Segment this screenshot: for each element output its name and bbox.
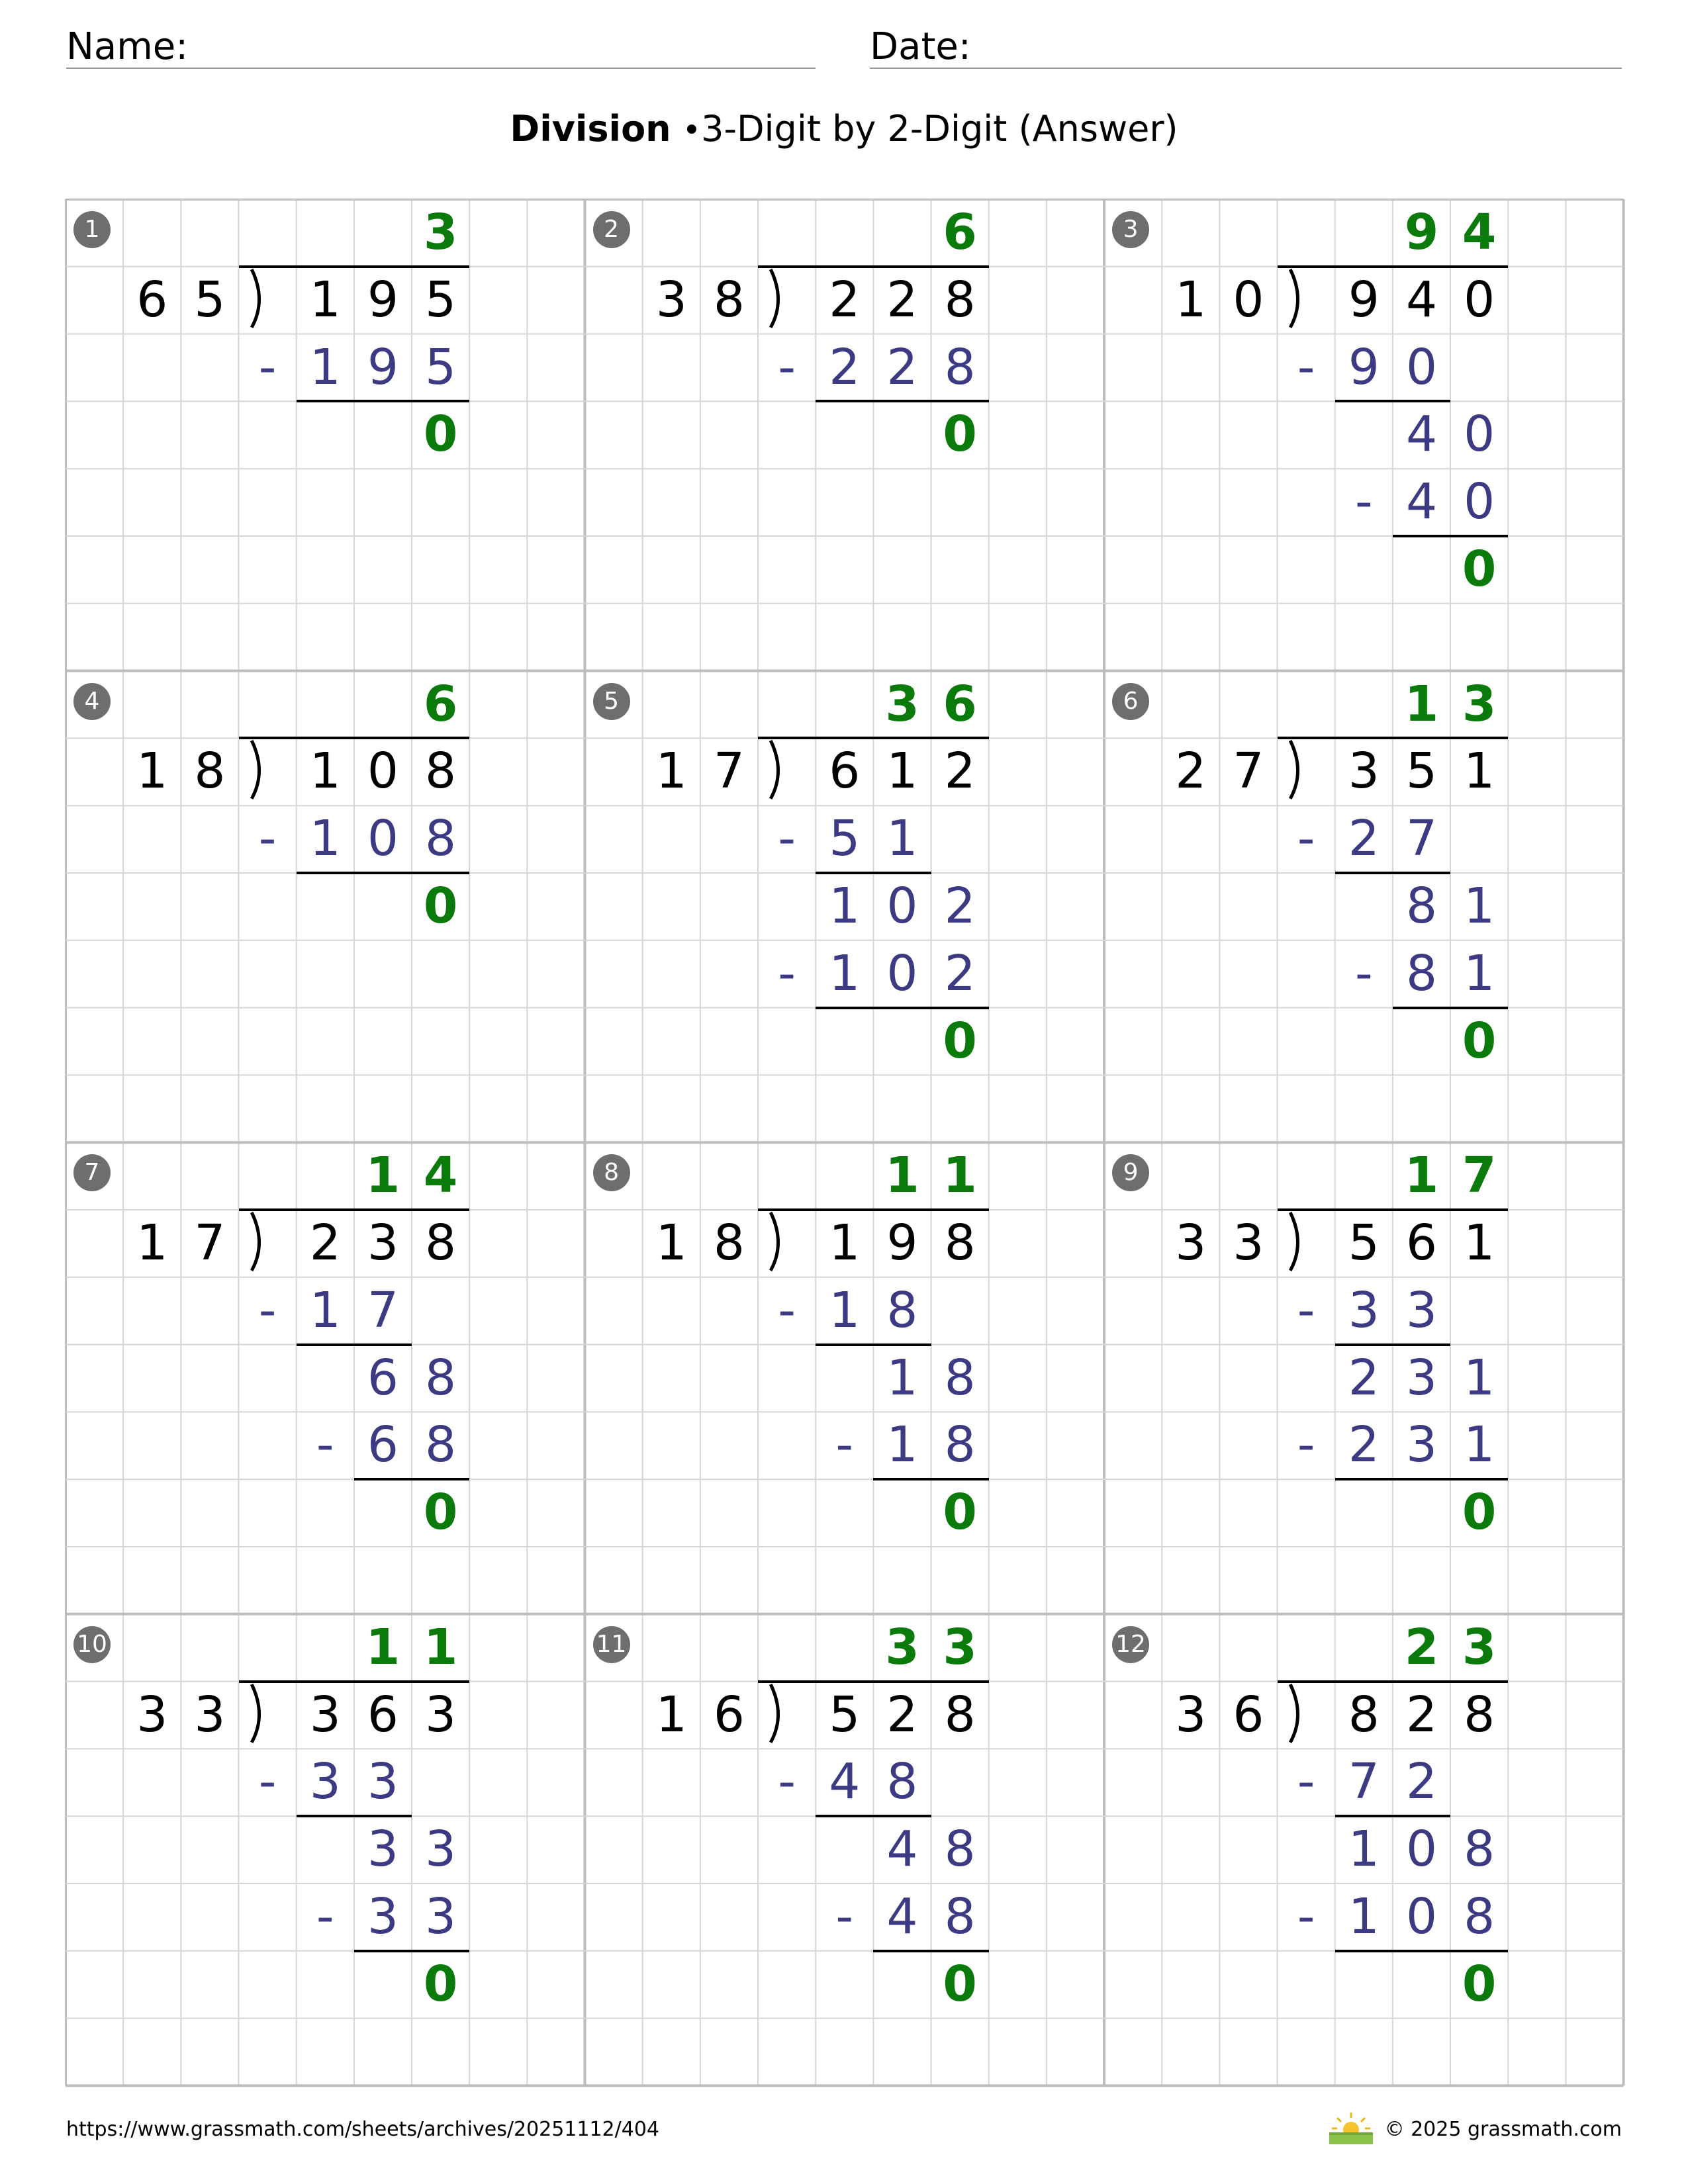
subtrahend-digit: 4: [829, 1753, 861, 1811]
quotient-digit: 6: [943, 675, 977, 733]
remainder-digit: 0: [1462, 1012, 1497, 1069]
remainder-digit: 0: [423, 878, 458, 934]
problem-number-badge: 3: [1112, 211, 1149, 248]
minus-sign: -: [778, 1753, 796, 1811]
problem-number-badge: 4: [73, 683, 111, 720]
title-main: Division: [510, 108, 671, 150]
subtrahend-digit: 8: [1464, 1888, 1495, 1945]
division-bracket: [758, 267, 816, 334]
subtrahend-digit: 8: [944, 338, 976, 396]
subtrahend-digit: 8: [425, 810, 457, 868]
subtrahend-digit: 2: [829, 338, 861, 396]
name-label: Name:: [66, 25, 189, 68]
quotient-digit: 3: [1462, 1618, 1497, 1676]
subtrahend-digit: 3: [1405, 1281, 1438, 1339]
quotient-digit: 3: [1462, 675, 1497, 733]
divisor-digit: 3: [194, 1686, 226, 1743]
subtrahend-digit: 2: [944, 944, 976, 1002]
difference-digit: 2: [1348, 1349, 1380, 1406]
subtrahend-digit: 7: [367, 1281, 399, 1339]
divisor-digit: 7: [194, 1214, 226, 1271]
difference-digit: 1: [829, 878, 861, 934]
divisor-digit: 8: [713, 271, 745, 328]
dividend-digit: 1: [309, 743, 341, 800]
minus-sign: -: [778, 810, 796, 868]
problem-number-badge: 1: [73, 211, 111, 248]
minus-sign: -: [316, 1416, 334, 1474]
division-bracket: [758, 738, 816, 805]
quotient-digit: 1: [423, 1618, 458, 1676]
page-title: [0, 106, 1688, 154]
divisor-digit: 8: [194, 743, 226, 800]
minus-sign: -: [778, 944, 796, 1002]
difference-digit: 8: [944, 1349, 976, 1406]
dividend-digit: 2: [309, 1214, 341, 1271]
remainder-digit: 0: [423, 1955, 458, 2013]
subtrahend-digit: 1: [1464, 1416, 1495, 1474]
problem-number-badge: 8: [593, 1154, 630, 1191]
minus-sign: -: [258, 1281, 277, 1339]
subtrahend-digit: 0: [1464, 473, 1495, 531]
dividend-digit: 3: [425, 1686, 457, 1743]
quotient-digit: 1: [1404, 675, 1439, 733]
remainder-digit: 0: [423, 406, 458, 463]
minus-sign: -: [1297, 338, 1315, 396]
quotient-digit: 9: [1404, 204, 1439, 261]
subtrahend-digit: 3: [1405, 1416, 1438, 1474]
minus-sign: -: [835, 1888, 854, 1945]
divisor-digit: 3: [136, 1686, 168, 1743]
difference-digit: 4: [886, 1821, 918, 1878]
subtrahend-digit: 2: [1405, 1753, 1438, 1811]
divisor-digit: 1: [655, 743, 687, 800]
difference-digit: 1: [886, 1349, 918, 1406]
name-line: [66, 68, 816, 69]
problem-number-badge: 9: [1112, 1154, 1149, 1191]
difference-digit: 3: [1405, 1349, 1438, 1406]
dividend-digit: 2: [886, 1686, 918, 1743]
subtrahend-digit: 7: [1405, 810, 1438, 868]
subtrahend-digit: 5: [829, 810, 861, 868]
minus-sign: -: [1297, 810, 1315, 868]
division-bracket: [1278, 738, 1335, 805]
divisor-digit: 5: [194, 271, 226, 328]
subtrahend-digit: 0: [1405, 1888, 1438, 1945]
divisor-digit: 7: [713, 743, 745, 800]
subtrahend-digit: 1: [829, 944, 861, 1002]
dividend-digit: 8: [944, 271, 976, 328]
divisor-digit: 8: [713, 1214, 745, 1271]
footer-url: https://www.grassmath.com/sheets/archives/20251112/404: [66, 2118, 660, 2141]
dividend-digit: 1: [1464, 1214, 1495, 1271]
subtrahend-digit: 1: [886, 810, 918, 868]
difference-digit: 8: [425, 1349, 457, 1406]
subtrahend-digit: 1: [309, 338, 341, 396]
dividend-digit: 6: [829, 743, 861, 800]
dividend-digit: 3: [367, 1214, 399, 1271]
quotient-digit: 7: [1462, 1147, 1497, 1205]
subtrahend-digit: 3: [367, 1753, 399, 1811]
subtrahend-digit: 1: [886, 1416, 918, 1474]
subtrahend-digit: 8: [886, 1753, 918, 1811]
difference-digit: 0: [886, 878, 918, 934]
division-bracket: [1278, 267, 1335, 334]
minus-sign: -: [258, 1753, 277, 1811]
dividend-digit: 2: [829, 271, 861, 328]
quotient-digit: 3: [885, 675, 919, 733]
subtrahend-digit: 4: [1405, 473, 1438, 531]
minus-sign: -: [778, 1281, 796, 1339]
title-subtitle: 3-Digit by 2-Digit (Answer): [701, 108, 1178, 150]
quotient-digit: 6: [943, 204, 977, 261]
divisor-digit: 1: [1175, 271, 1207, 328]
divisor-digit: 1: [136, 1214, 168, 1271]
quotient-digit: 4: [423, 1147, 458, 1205]
division-bracket: [1278, 1682, 1335, 1749]
quotient-digit: 4: [1462, 204, 1497, 261]
division-bracket: [239, 1210, 297, 1277]
quotient-digit: 2: [1404, 1618, 1439, 1676]
dividend-digit: 1: [1464, 743, 1495, 800]
dividend-digit: 5: [425, 271, 457, 328]
dividend-digit: 3: [1348, 743, 1380, 800]
subtrahend-digit: 1: [1348, 1888, 1380, 1945]
subtrahend-digit: 0: [886, 944, 918, 1002]
subtrahend-digit: 1: [1464, 944, 1495, 1002]
divisor-digit: 3: [1175, 1214, 1207, 1271]
quotient-digit: 1: [1404, 1147, 1439, 1205]
remainder-digit: 0: [943, 1484, 977, 1541]
subtrahend-digit: 8: [944, 1416, 976, 1474]
subtrahend-digit: 1: [309, 810, 341, 868]
dividend-digit: 1: [829, 1214, 861, 1271]
problem-number-badge: 11: [593, 1626, 630, 1663]
problem-number-badge: 10: [73, 1626, 111, 1663]
divisor-digit: 0: [1233, 271, 1264, 328]
remainder-digit: 0: [943, 406, 977, 463]
difference-digit: 2: [944, 878, 976, 934]
problem-number-badge: 5: [593, 683, 630, 720]
division-bracket: [1278, 1210, 1335, 1277]
title-separator: •: [682, 112, 702, 149]
divisor-digit: 6: [136, 271, 168, 328]
dividend-digit: 8: [1348, 1686, 1380, 1743]
date-label: Date:: [870, 25, 971, 68]
dividend-digit: 5: [1405, 743, 1438, 800]
divisor-digit: 3: [655, 271, 687, 328]
difference-digit: 1: [1348, 1821, 1380, 1878]
minus-sign: -: [835, 1416, 854, 1474]
subtrahend-digit: 1: [829, 1281, 861, 1339]
dividend-digit: 1: [309, 271, 341, 328]
dividend-digit: 8: [425, 1214, 457, 1271]
difference-digit: 0: [1464, 406, 1495, 463]
remainder-digit: 0: [943, 1012, 977, 1069]
problem-number-badge: 2: [593, 211, 630, 248]
problem-number-badge: 12: [1112, 1626, 1149, 1663]
quotient-digit: 1: [365, 1147, 400, 1205]
dividend-digit: 9: [1348, 271, 1380, 328]
dividend-digit: 0: [367, 743, 399, 800]
subtrahend-digit: 7: [1348, 1753, 1380, 1811]
subtrahend-digit: 8: [1405, 944, 1438, 1002]
subtrahend-digit: 8: [886, 1281, 918, 1339]
dividend-digit: 2: [944, 743, 976, 800]
dividend-digit: 5: [829, 1686, 861, 1743]
divisor-digit: 1: [655, 1214, 687, 1271]
divisor-digit: 3: [1233, 1214, 1264, 1271]
divisor-digit: 3: [1175, 1686, 1207, 1743]
subtrahend-digit: 2: [886, 338, 918, 396]
minus-sign: -: [778, 338, 796, 396]
date-line: [870, 68, 1622, 69]
subtrahend-digit: 8: [425, 1416, 457, 1474]
footer-copyright: © 2025 grassmath.com: [1384, 2118, 1622, 2141]
subtrahend-digit: 5: [425, 338, 457, 396]
quotient-digit: 1: [365, 1618, 400, 1676]
difference-digit: 8: [944, 1821, 976, 1878]
minus-sign: -: [258, 338, 277, 396]
dividend-digit: 1: [886, 743, 918, 800]
dividend-digit: 0: [1464, 271, 1495, 328]
minus-sign: -: [1297, 1281, 1315, 1339]
divisor-digit: 6: [713, 1686, 745, 1743]
dividend-digit: 8: [425, 743, 457, 800]
subtrahend-digit: 1: [309, 1281, 341, 1339]
divisor-digit: 6: [1233, 1686, 1264, 1743]
difference-digit: 3: [425, 1821, 457, 1878]
dividend-digit: 8: [944, 1686, 976, 1743]
divisor-digit: 2: [1175, 743, 1207, 800]
minus-sign: -: [1297, 1753, 1315, 1811]
difference-digit: 4: [1405, 406, 1438, 463]
quotient-digit: 3: [885, 1618, 919, 1676]
problem-number-badge: 7: [73, 1154, 111, 1191]
minus-sign: -: [1297, 1888, 1315, 1945]
quotient-digit: 6: [423, 675, 458, 733]
minus-sign: -: [1297, 1416, 1315, 1474]
subtrahend-digit: 3: [367, 1888, 399, 1945]
difference-digit: 0: [1405, 1821, 1438, 1878]
divisor-digit: 1: [136, 743, 168, 800]
dividend-digit: 4: [1405, 271, 1438, 328]
minus-sign: -: [1354, 473, 1373, 531]
dividend-digit: 8: [1464, 1686, 1495, 1743]
minus-sign: -: [316, 1888, 334, 1945]
divisor-digit: 7: [1233, 743, 1264, 800]
subtrahend-digit: 4: [886, 1888, 918, 1945]
dividend-digit: 3: [309, 1686, 341, 1743]
remainder-digit: 0: [1462, 541, 1497, 598]
dividend-digit: 5: [1348, 1214, 1380, 1271]
subtrahend-digit: 0: [367, 810, 399, 868]
dividend-digit: 9: [367, 271, 399, 328]
division-bracket: [239, 267, 297, 334]
subtrahend-digit: 0: [1405, 338, 1438, 396]
remainder-digit: 0: [1462, 1955, 1497, 2013]
subtrahend-digit: 2: [1348, 1416, 1380, 1474]
minus-sign: -: [258, 810, 277, 868]
minus-sign: -: [1354, 944, 1373, 1002]
remainder-digit: 0: [1462, 1484, 1497, 1541]
quotient-digit: 3: [423, 204, 458, 261]
divisor-digit: 1: [655, 1686, 687, 1743]
subtrahend-digit: 6: [367, 1416, 399, 1474]
remainder-digit: 0: [423, 1484, 458, 1541]
division-bracket: [758, 1210, 816, 1277]
subtrahend-digit: 3: [309, 1753, 341, 1811]
quotient-digit: 1: [943, 1147, 977, 1205]
quotient-digit: 3: [943, 1618, 977, 1676]
subtrahend-digit: 3: [1348, 1281, 1380, 1339]
grassmath-sun-logo-icon: [1328, 2110, 1374, 2144]
subtrahend-digit: 8: [944, 1888, 976, 1945]
difference-digit: 8: [1405, 878, 1438, 934]
dividend-digit: 8: [944, 1214, 976, 1271]
subtrahend-digit: 9: [367, 338, 399, 396]
subtrahend-digit: 2: [1348, 810, 1380, 868]
difference-digit: 1: [1464, 1349, 1495, 1406]
dividend-digit: 6: [367, 1686, 399, 1743]
subtrahend-digit: 3: [425, 1888, 457, 1945]
dividend-digit: 2: [1405, 1686, 1438, 1743]
dividend-digit: 2: [886, 271, 918, 328]
subtrahend-digit: 9: [1348, 338, 1380, 396]
division-bracket: [758, 1682, 816, 1749]
remainder-digit: 0: [943, 1955, 977, 2013]
problem-number-badge: 6: [1112, 683, 1149, 720]
dividend-digit: 9: [886, 1214, 918, 1271]
difference-digit: 1: [1464, 878, 1495, 934]
difference-digit: 8: [1464, 1821, 1495, 1878]
difference-digit: 3: [367, 1821, 399, 1878]
dividend-digit: 6: [1405, 1214, 1438, 1271]
difference-digit: 6: [367, 1349, 399, 1406]
division-bracket: [239, 738, 297, 805]
division-bracket: [239, 1682, 297, 1749]
quotient-digit: 1: [885, 1147, 919, 1205]
